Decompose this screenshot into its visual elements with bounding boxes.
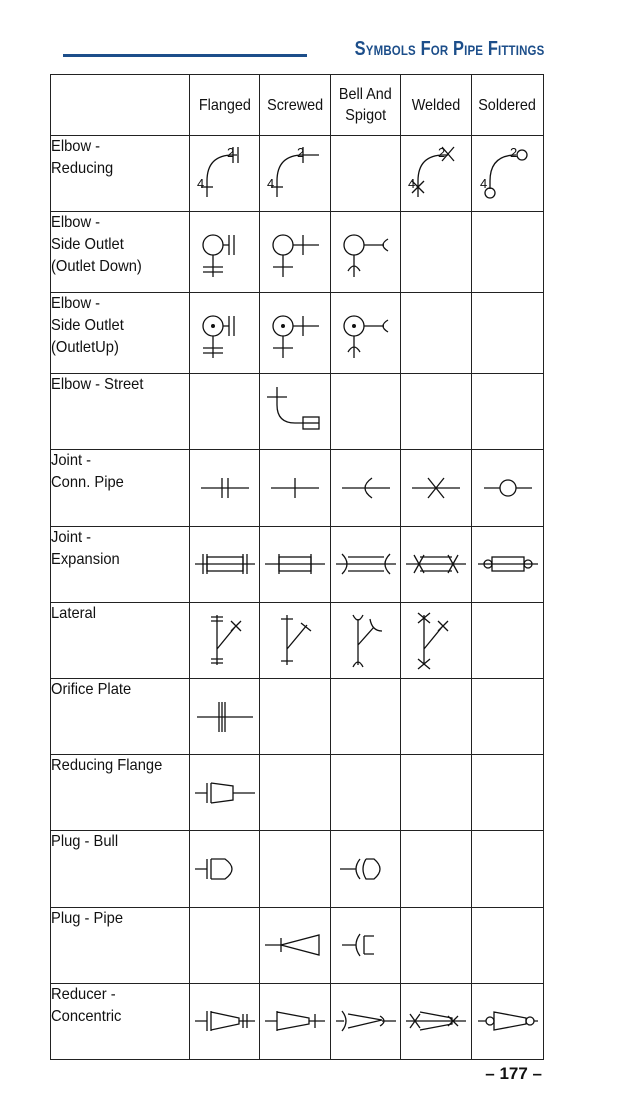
row-label-line: (Outlet Down) [51,258,142,276]
table-row [51,983,544,1059]
size-label: 2 [226,144,234,160]
row-label-line: Lateral [51,604,97,622]
elbow-side-outlet-up-flanged-icon [193,302,257,364]
joint-bell-icon [334,457,398,519]
symbol-cell [401,755,472,831]
row-label-line: Elbow - [51,295,101,313]
size-label: 4 [267,175,275,191]
elbow-reducing-soldered-icon [476,143,540,205]
row-label-line: Side Outlet [51,317,124,335]
symbol-cell [472,907,544,983]
symbol-cell [331,374,401,450]
lateral-flanged-icon [193,609,257,671]
symbol-cell [401,450,472,526]
elbow-reducing-flanged-icon [193,143,257,205]
elbow-side-outlet-up-bell-icon [334,302,398,364]
symbol-cell [190,450,260,526]
symbol-cell [331,212,401,293]
symbol-cell [331,293,401,374]
symbol-cell [260,983,331,1059]
symbol-cell [331,450,401,526]
symbol-cell [401,293,472,374]
symbol-cell [331,526,401,602]
lateral-welded-icon [404,609,468,671]
row-label [51,136,190,212]
table-row [51,526,544,602]
symbol-cell [190,374,260,450]
joint-welded-icon [404,457,468,519]
elbow-reducing-screwed-icon [263,143,327,205]
row-label [51,450,190,526]
size-label: 2 [297,144,305,160]
symbol-cell [401,602,472,678]
column-header: Flanged [190,75,260,136]
elbow-side-outlet-down-screwed-icon [263,221,327,283]
symbol-cell [260,136,331,212]
reducer-screwed-icon [263,990,327,1052]
pipe-plug-bell-icon [334,914,398,976]
elbow-street-screwed-icon [263,381,327,443]
table-row [51,831,544,907]
row-label-line: Joint - [51,452,92,470]
symbol-cell [190,293,260,374]
expansion-flanged-icon [193,533,257,595]
header-rule [63,54,307,57]
table-row [51,212,544,293]
symbol-cell [190,602,260,678]
row-label-line: (OutletUp) [51,339,119,357]
symbol-cell [260,602,331,678]
row-label-line: Elbow - [51,138,101,155]
row-label-line: Elbow - [51,214,101,232]
symbol-cell [260,755,331,831]
row-label-line: Orifice Plate [51,681,132,698]
reducer-bell-icon [334,990,398,1052]
symbol-cell [472,755,544,831]
symbol-cell [190,136,260,212]
bull-plug-bell-icon [334,838,398,900]
page-number: – 177 – [485,1064,542,1083]
symbol-cell [190,679,260,755]
symbol-cell [190,983,260,1059]
table-row [51,293,544,374]
size-label: 2 [509,144,517,160]
symbol-cell [331,755,401,831]
table-row [51,136,544,212]
row-label [51,293,190,374]
symbol-cell [260,212,331,293]
table-row [51,907,544,983]
symbol-cell [190,755,260,831]
row-label [51,374,190,450]
reducing-flange-icon [193,762,257,824]
joint-screwed-icon [263,457,327,519]
symbol-cell [260,907,331,983]
row-label [51,907,190,983]
symbol-cell [190,212,260,293]
joint-soldered-icon [476,457,540,519]
symbol-cell [331,831,401,907]
symbol-cell [401,831,472,907]
symbol-cell [190,907,260,983]
symbol-cell [331,983,401,1059]
symbol-cell [472,831,544,907]
symbol-cell [472,983,544,1059]
elbow-side-outlet-down-bell-icon [334,221,398,283]
symbol-cell [401,136,472,212]
symbol-cell [472,374,544,450]
column-header: Bell And Spigot [331,75,401,136]
symbol-cell [331,136,401,212]
symbol-cell [472,136,544,212]
row-label-line: Conn. Pipe [51,474,124,492]
row-label-line: Side Outlet [51,236,124,254]
row-label [51,212,190,293]
symbol-cell [331,679,401,755]
symbol-cell [401,374,472,450]
symbol-cell [401,907,472,983]
row-label-line: Reducer - [51,985,116,1003]
expansion-welded-icon [404,533,468,595]
elbow-side-outlet-up-screwed-icon [263,302,327,364]
symbol-cell [190,831,260,907]
column-header: Screwed [260,75,331,136]
row-label-line: Reducing Flange [51,757,163,775]
lateral-bell-icon [334,609,398,671]
row-label [51,755,190,831]
orifice-plate-flanged-icon [193,686,257,748]
table-row [51,602,544,678]
size-label: 4 [196,175,204,191]
reducer-welded-icon [404,990,468,1052]
row-label-line: Reducing [51,160,114,177]
row-label-line: Plug - Pipe [51,909,124,927]
row-label [51,526,190,602]
row-label [51,831,190,907]
expansion-screwed-icon [263,533,327,595]
symbol-cell [472,293,544,374]
symbol-cell [260,831,331,907]
symbol-cell [472,679,544,755]
row-label-line: Joint - [51,528,92,546]
symbol-cell [331,907,401,983]
symbol-cell [401,212,472,293]
bull-plug-flanged-icon [193,838,257,900]
table-row [51,374,544,450]
row-label [51,983,190,1059]
expansion-bell-icon [334,533,398,595]
lateral-screwed-icon [263,609,327,671]
symbol-cell [260,374,331,450]
symbol-cell [472,450,544,526]
symbol-cell [401,679,472,755]
symbol-cell [401,983,472,1059]
symbol-cell [472,212,544,293]
row-label-line: Elbow - Street [51,376,144,394]
size-label: 4 [479,175,487,191]
table-row [51,450,544,526]
elbow-side-outlet-down-flanged-icon [193,221,257,283]
symbol-cell [260,679,331,755]
column-header: Soldered [472,75,544,136]
expansion-soldered-icon [476,533,540,595]
symbol-cell [472,526,544,602]
reducer-flanged-icon [193,990,257,1052]
joint-flanged-icon [193,457,257,519]
reducer-soldered-icon [476,990,540,1052]
symbols-table [50,74,544,1060]
symbol-cell [260,293,331,374]
symbol-cell [401,526,472,602]
table-row [51,679,544,755]
symbol-cell [190,526,260,602]
row-label-line: Concentric [51,1007,122,1025]
page-title: Symbols For Pipe Fittings [354,38,544,60]
table-row [51,755,544,831]
size-label: 4 [408,175,416,191]
label-header [51,75,190,136]
symbol-cell [260,450,331,526]
header-row [51,75,544,136]
elbow-reducing-welded-icon [404,143,468,205]
row-label-line: Expansion [51,550,120,568]
pipe-plug-screwed-icon [263,914,327,976]
symbol-cell [472,602,544,678]
row-label [51,602,190,678]
row-label-line: Plug - Bull [51,833,119,851]
column-header: Welded [401,75,472,136]
row-label [51,679,190,755]
size-label: 2 [438,144,446,160]
symbol-cell [331,602,401,678]
symbol-cell [260,526,331,602]
